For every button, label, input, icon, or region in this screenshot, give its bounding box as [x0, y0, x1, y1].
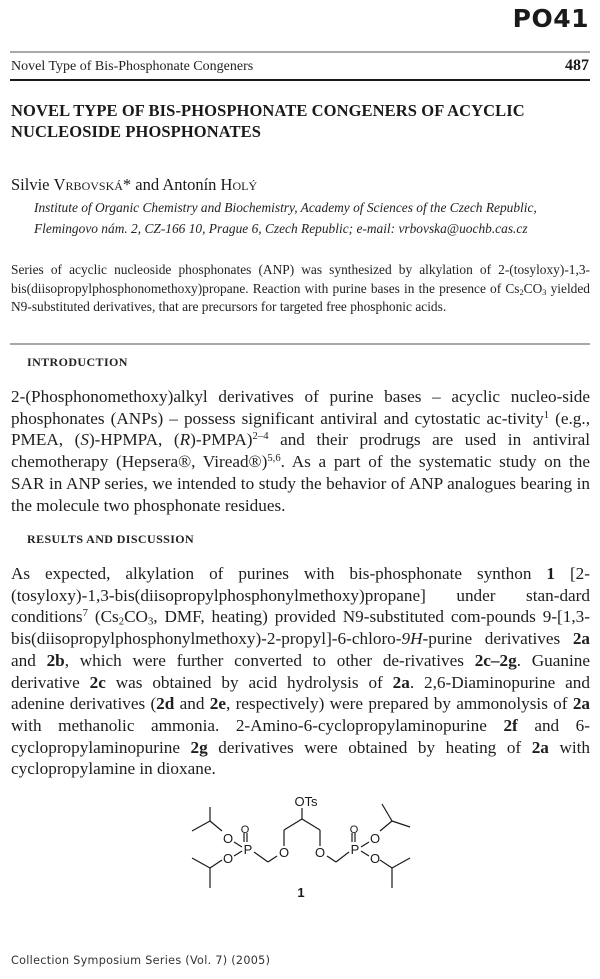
bond [192, 858, 210, 868]
italic-text: 9H [401, 629, 423, 649]
author-line [11, 175, 257, 195]
text: , respectively) were prepared by ammonolysis of [225, 694, 573, 714]
header-rule [10, 79, 590, 81]
article-title [11, 100, 581, 142]
bond [210, 860, 222, 868]
atom-label-o: O [278, 845, 290, 860]
citation-ref: 7 [82, 608, 88, 620]
text: was obtained by acid hydrolysis of [105, 672, 393, 692]
citation-ref: 2–4 [252, 431, 269, 443]
compound-ref: 2c [89, 672, 106, 692]
bond [210, 821, 222, 831]
text: As expected, alkylation of purines with bis-phosphonate synthon [11, 564, 547, 583]
title-line-2: NUCLEOSIDE PHOSPHONATES [11, 122, 262, 141]
text: and [174, 694, 210, 714]
abstract-rule [10, 343, 590, 345]
stereo-descriptor: S [80, 430, 89, 450]
atom-label-o: O [240, 824, 250, 836]
author1-first-name: Silvie [11, 175, 54, 194]
bond [382, 804, 392, 821]
bond [380, 821, 392, 831]
page-number: 487 [565, 57, 589, 74]
bond [192, 821, 210, 831]
abstract [11, 261, 590, 317]
bond [268, 856, 277, 862]
section-heading-introduction: INTRODUCTION [27, 355, 128, 369]
top-rule [10, 51, 590, 53]
atom-label-o: O [349, 824, 359, 836]
text: . 2,6-Diaminopurine and adenine derivatives ( [11, 672, 590, 714]
text: derivatives were obtained by heating of [207, 737, 532, 757]
abstract-text: yielded N9-substituted derivatives, that are precursors for targeted free phosphonic acids. [11, 280, 590, 315]
affiliation-line-1: Institute of Organic Chemistry and Biochemistry, Academy of Sciences of the Czech Republic, [34, 200, 537, 215]
footer-citation: Collection Symposium Series (Vol. 7) (2005) [11, 954, 271, 967]
text: )-HPMPA, ( [88, 430, 180, 450]
text: )-PMPA) [190, 430, 253, 450]
atom-label-p: P [350, 842, 360, 857]
atom-label-o: O [314, 845, 326, 860]
citation-ref: 1 [543, 409, 550, 421]
bond [361, 851, 369, 856]
atom-label-o: O [369, 851, 381, 866]
compound-ref: 2e [209, 694, 226, 714]
section-heading-results: RESULTS AND DISCUSSION [27, 532, 195, 546]
author-conjunction: and [131, 175, 163, 194]
bond [234, 851, 242, 856]
compound-ref: 2a [572, 694, 590, 714]
results-paragraph [11, 563, 590, 780]
bond [361, 842, 369, 847]
text: and their prodrugs are used in antiviral chemotherapy (Hepsera®, Viread®) [11, 430, 590, 472]
text: and 6-cyclopropylaminopurine [11, 715, 590, 757]
structure-bonds [192, 804, 410, 888]
compound-ref: 2d [156, 694, 175, 714]
compound-number-label: 1 [297, 885, 305, 900]
atom-label-p: P [243, 842, 253, 857]
bond [254, 852, 268, 862]
compound-ref: 2a [392, 672, 410, 692]
atom-label-o: O [222, 851, 234, 866]
bond [392, 821, 410, 827]
symposium-code: PO41 [512, 4, 589, 33]
text: 2-(Phosphonomethoxy)alkyl derivatives of purine bases – acyclic nucleo-side phosphonates (ANPs) – possess significant antiviral and cytostatic ac-tivity [11, 387, 590, 428]
affiliation [34, 197, 594, 239]
compound-ref: 2a [531, 737, 549, 757]
text: , DMF, heating) provided N9-substituted com-pounds 9-[1,3-bis(diisopropylphosphonylmethoxy)-2-propyl]-6-chloro- [11, 607, 590, 649]
bond [336, 852, 349, 862]
bond [284, 819, 302, 830]
affiliation-line-2: Flemingovo nám. 2, CZ-166 10, Prague 6, Czech Republic; e-mail: vrbovska@uochb.cas.cz [34, 221, 528, 236]
subscript: 3 [542, 287, 547, 297]
bond [234, 842, 242, 847]
text: CO [124, 607, 148, 627]
atom-label-ots: OTs [294, 794, 318, 809]
text: with cyclopropylamine in dioxane. [11, 737, 591, 779]
bond [327, 856, 336, 862]
subscript: 2 [118, 617, 125, 629]
author2-last-name: Holý [220, 175, 258, 194]
compound-ref: 2g [190, 737, 208, 757]
subscript: 3 [147, 617, 154, 629]
bond [380, 860, 392, 868]
compound-ref: 2c–2g [474, 650, 517, 670]
text: . As a part of the systematic study on the SAR in ANP series, we intended to study the behavior of ANP analogues bearing in the molecule two phosphonate residues. [11, 452, 590, 515]
text: [2-(tosyloxy)-1,3-bis(diisopropylphosphonylmethoxy)propane] under stan-dard conditions [11, 564, 590, 627]
chemical-structure-compound-1 [180, 790, 420, 910]
abstract-text: Series of acyclic nucleoside phosphonates (ANP) was synthesized by alkylation of 2-(tosyloxy)-1,3-bis(diisopropylphosphonomethoxy)propane. Reaction with purine bases in the presence of Cs [11, 262, 590, 296]
compound-ref: 2a [572, 629, 590, 649]
corresponding-author-mark: * [122, 175, 132, 194]
author1-last-name: Vrbovská [53, 175, 123, 194]
text: -purine derivatives [422, 629, 573, 649]
text: . Guanine derivative [11, 650, 590, 692]
text: (Cs [87, 607, 119, 627]
compound-ref: 2b [46, 650, 65, 670]
running-title: Novel Type of Bis-Phosphonate Congeners [11, 59, 254, 74]
abstract-text: CO [523, 280, 543, 296]
compound-ref: 2f [503, 715, 518, 735]
text: , which were further converted to other de-rivatives [64, 650, 475, 670]
introduction-paragraph [11, 386, 590, 516]
text: and [11, 650, 47, 670]
bond [302, 819, 320, 830]
text: with methanolic ammonia. 2-Amino-6-cyclopropylaminopurine [11, 715, 504, 735]
stereo-descriptor: R [179, 430, 191, 450]
bond [392, 858, 410, 868]
atom-label-o: O [369, 831, 381, 846]
compound-ref: 1 [546, 564, 555, 583]
citation-ref: 5,6 [267, 453, 281, 465]
author2-first-name: Antonín [162, 175, 221, 194]
subscript: 2 [519, 287, 524, 297]
title-line-1: NOVEL TYPE OF BIS-PHOSPHONATE CONGENERS OF ACYCLIC [11, 101, 525, 120]
atom-label-o: O [222, 831, 234, 846]
text: (e.g., PMEA, ( [11, 408, 590, 450]
